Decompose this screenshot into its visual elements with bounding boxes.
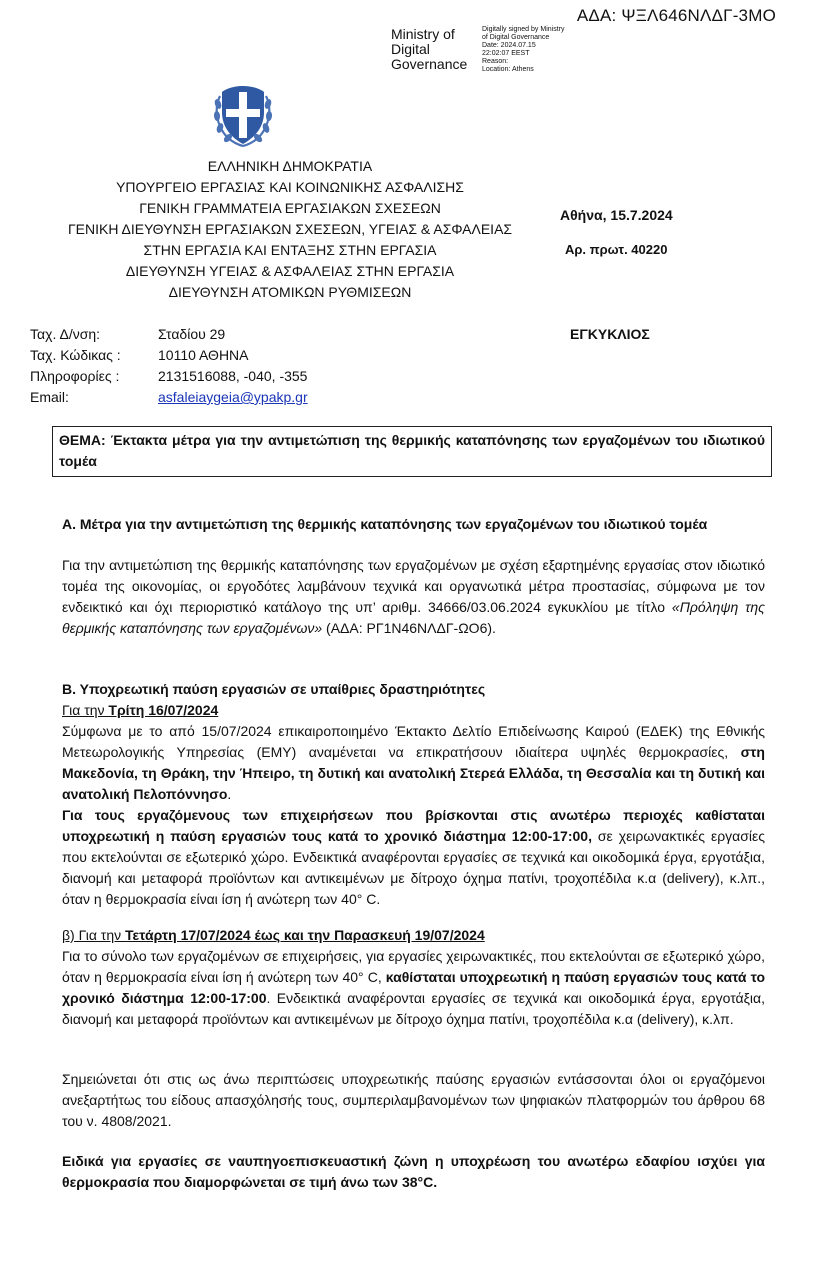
paragraph-text: Σημειώνεται ότι στις ως άνω περιπτώσεις υποχρεωτικής παύσης εργασιών εντάσσονται όλοι οι εργαζόμενοι ανεξαρτήτως του είδους απασχόλησής τους, συμπεριλαμβανομένων των ψηφιακών πλατφορμών του άρθρου 68 του ν. 4808/2021. xyxy=(62,1071,765,1129)
paragraph-text: Σύμφωνα με το από 15/07/2024 επικαιροποιημένο Έκτακτο Δελτίο Επιδείνωσης Καιρού (ΕΔΕΚ) της Εθνικής Μετεωρολογικής Υπηρεσίας (ΕΜΥ) αναμένεται να επικρατήσουν ιδιαίτερα υψηλές θερμοκρασίες, xyxy=(62,723,765,760)
contact-row xyxy=(30,324,308,345)
signature-meta-line: Reason: xyxy=(482,58,509,65)
signature-org-line: Governance xyxy=(391,56,468,72)
signature-organization xyxy=(391,27,467,72)
signature-details xyxy=(482,26,564,74)
paragraph-text: . xyxy=(227,786,232,802)
paragraph-text: (ΑΔΑ: ΡΓ1Ν46ΝΛΔΓ-ΩΟ6). xyxy=(322,620,496,636)
issuer-header xyxy=(20,156,560,303)
header-line: ΣΤΗΝ ΕΡΓΑΣΙΑ ΚΑΙ ΕΝΤΑΞΗΣ ΣΤΗΝ ΕΡΓΑΣΙΑ xyxy=(143,242,437,258)
contact-label: Ταχ. Δ/νση: xyxy=(30,326,101,342)
header-line: ΔΙΕΥΘΥΝΣΗ ΑΤΟΜΙΚΩΝ ΡΥΘΜΙΣΕΩΝ xyxy=(168,284,412,300)
header-line: ΓΕΝΙΚΗ ΓΡΑΜΜΑΤΕΙΑ ΕΡΓΑΣΙΑΚΩΝ ΣΧΕΣΕΩΝ xyxy=(139,200,441,216)
contact-label: Email: xyxy=(30,389,69,405)
section-b xyxy=(62,679,765,910)
mandatory-stop-text: καθίσταται υποχρεωτική η παύση εργασιών τους κατά το χρονικό διάστημα 12:00-17:00 xyxy=(62,969,766,1006)
signature-org-line: Digital xyxy=(391,41,430,57)
contact-details xyxy=(30,324,308,408)
note-paragraph xyxy=(62,1069,765,1132)
contact-row xyxy=(30,345,308,366)
ada-code: ΑΔΑ: ΨΞΛ646ΝΛΔΓ-3ΜΟ xyxy=(576,6,776,25)
contact-row xyxy=(30,387,308,408)
protocol-number: Αρ. πρωτ. 40220 xyxy=(565,242,668,257)
header-line: ΔΙΕΥΘΥΝΣΗ ΥΓΕΙΑΣ & ΑΣΦΑΛΕΙΑΣ ΣΤΗΝ ΕΡΓΑΣΙΑ xyxy=(125,263,455,279)
contact-value: 10110 ΑΘΗΝΑ xyxy=(158,347,249,363)
contact-value: Σταδίου 29 xyxy=(158,326,226,342)
date-prefix: Για την xyxy=(62,702,109,718)
date-prefix: β) Για την xyxy=(62,927,126,943)
section-a-paragraph xyxy=(62,555,765,639)
regions-list: στη Μακεδονία, τη Θράκη, την Ήπειρο, τη δυτική και ανατολική Στερεά Ελλάδα, τη Θεσσαλία και τη δυτική και ανατολική Πελοπόννησο xyxy=(62,744,765,802)
section-heading: Β. Υποχρεωτική παύση εργασιών σε υπαίθριες δραστηριότητες xyxy=(62,681,486,697)
signature-meta-line: Location: Athens xyxy=(482,66,534,73)
paragraph-text: σε χειρωνακτικές εργασίες που εκτελούνται σε εξωτερικό χώρο. Ενδεικτικά αναφέρονται εργασίες σε τεχνικά και οικοδομικά έργα, εργοτάξια, διανομή και μεταφορά προϊόντων και αντικειμένων με δίτροχο όχημα πατίνι, τροχοπέδιλα κ.α (delivery), κ.λπ., όταν η θερμοκρασία είναι ίση ή ανώτερη των 40° C. xyxy=(62,828,766,907)
date-heading: Τετάρτη 17/07/2024 έως και την Παρασκευή 19/07/2024 xyxy=(125,927,485,943)
shipyard-paragraph xyxy=(62,1151,765,1193)
paragraph-text: . Ενδεικτικά αναφέρονται εργασίες σε τεχνικά και οικοδομικά έργα, εργοτάξια, διανομή και μεταφορά προϊόντων και αντικειμένων με δίτροχο όχημα πατίνι, τροχοπέδιλα κ.α (delivery), κ.λπ. xyxy=(62,990,765,1027)
section-b-part-b xyxy=(62,925,765,1030)
place-date: Αθήνα, 15.7.2024 xyxy=(560,207,673,223)
contact-label: Ταχ. Κώδικας : xyxy=(30,347,121,363)
paragraph-text: Για την αντιμετώπιση της θερμικής καταπόνησης των εργαζομένων με σχέση εξαρτημένης εργασίας στον ιδιωτικό τομέα της οικονομίας, οι εργοδότες λαμβάνουν τεχνικά και οργανωτικά μέτρα προστασίας, σύμφωνα με τον ενδεικτικό και όχι περιοριστικό κατάλογο της υπ’ αριθμ. 34666/03.06.2024 εγκυκλίου με τίτλο xyxy=(62,557,765,615)
header-line: ΥΠΟΥΡΓΕΙΟ ΕΡΓΑΣΙΑΣ ΚΑΙ ΚΟΙΝΩΝΙΚΗΣ ΑΣΦΑΛΙΣΗΣ xyxy=(116,179,464,195)
signature-meta-line: of Digital Governance xyxy=(482,34,550,41)
mandatory-stop-text: Για τους εργαζόμενους των επιχειρήσεων που βρίσκονται στις ανωτέρω περιοχές καθίσταται υποχρεωτική η παύση εργασιών τους κατά το χρονικό διάστημα 12:00-17:00, xyxy=(62,807,765,844)
document-type-label: ΕΓΚΥΚΛΙΟΣ xyxy=(570,326,650,342)
section-a-heading xyxy=(62,514,765,535)
paragraph-text: Για το σύνολο των εργαζομένων σε επιχειρήσεις, για εργασίες χειρωνακτικές, που εκτελούνται σε εξωτερικό χώρο, όταν η θερμοκρασία είναι ίση ή ανώτερη των 40° C, xyxy=(62,948,765,985)
header-line: ΕΛΛΗΝΙΚΗ ΔΗΜΟΚΡΑΤΙΑ xyxy=(207,158,373,174)
contact-label: Πληροφορίες : xyxy=(30,368,120,384)
contact-value: 2131516088, -040, -355 xyxy=(158,368,308,384)
date-heading: Τρίτη 16/07/2024 xyxy=(108,702,219,718)
contact-row xyxy=(30,366,308,387)
signature-meta-line: Digitally signed by Ministry xyxy=(482,26,565,33)
email-link[interactable]: asfaleiaygeia@ypakp.gr xyxy=(158,389,308,405)
signature-org-line: Ministry of xyxy=(391,26,455,42)
header-line: ΓΕΝΙΚΗ ΔΙΕΥΘΥΝΣΗ ΕΡΓΑΣΙΑΚΩΝ ΣΧΕΣΕΩΝ, ΥΓΕΙΑΣ & ΑΣΦΑΛΕΙΑΣ xyxy=(67,221,513,237)
paragraph-text: Ειδικά για εργασίες σε ναυπηγοεπισκευαστική ζώνη η υποχρέωση του ανωτέρω εδαφίου ισχύει για θερμοκρασία που διαμορφώνεται σε τιμή άνω των 38°C. xyxy=(62,1153,765,1190)
signature-meta-line: 22:02:07 EEST xyxy=(482,50,530,57)
subject-box: ΘΕΜΑ: Έκτακτα μέτρα για την αντιμετώπιση της θερμικής καταπόνησης των εργαζομένων του ιδιωτικού τομέα xyxy=(52,426,772,477)
section-heading: Α. Μέτρα για την αντιμετώπιση της θερμικής καταπόνησης των εργαζομένων του ιδιωτικού τομέα xyxy=(62,516,708,532)
circular-title: «Πρόληψη της θερμικής καταπόνησης των εργαζομένων» xyxy=(62,599,765,636)
signature-meta-line: Date: 2024.07.15 xyxy=(482,42,536,49)
hellenic-emblem-icon xyxy=(212,82,274,155)
